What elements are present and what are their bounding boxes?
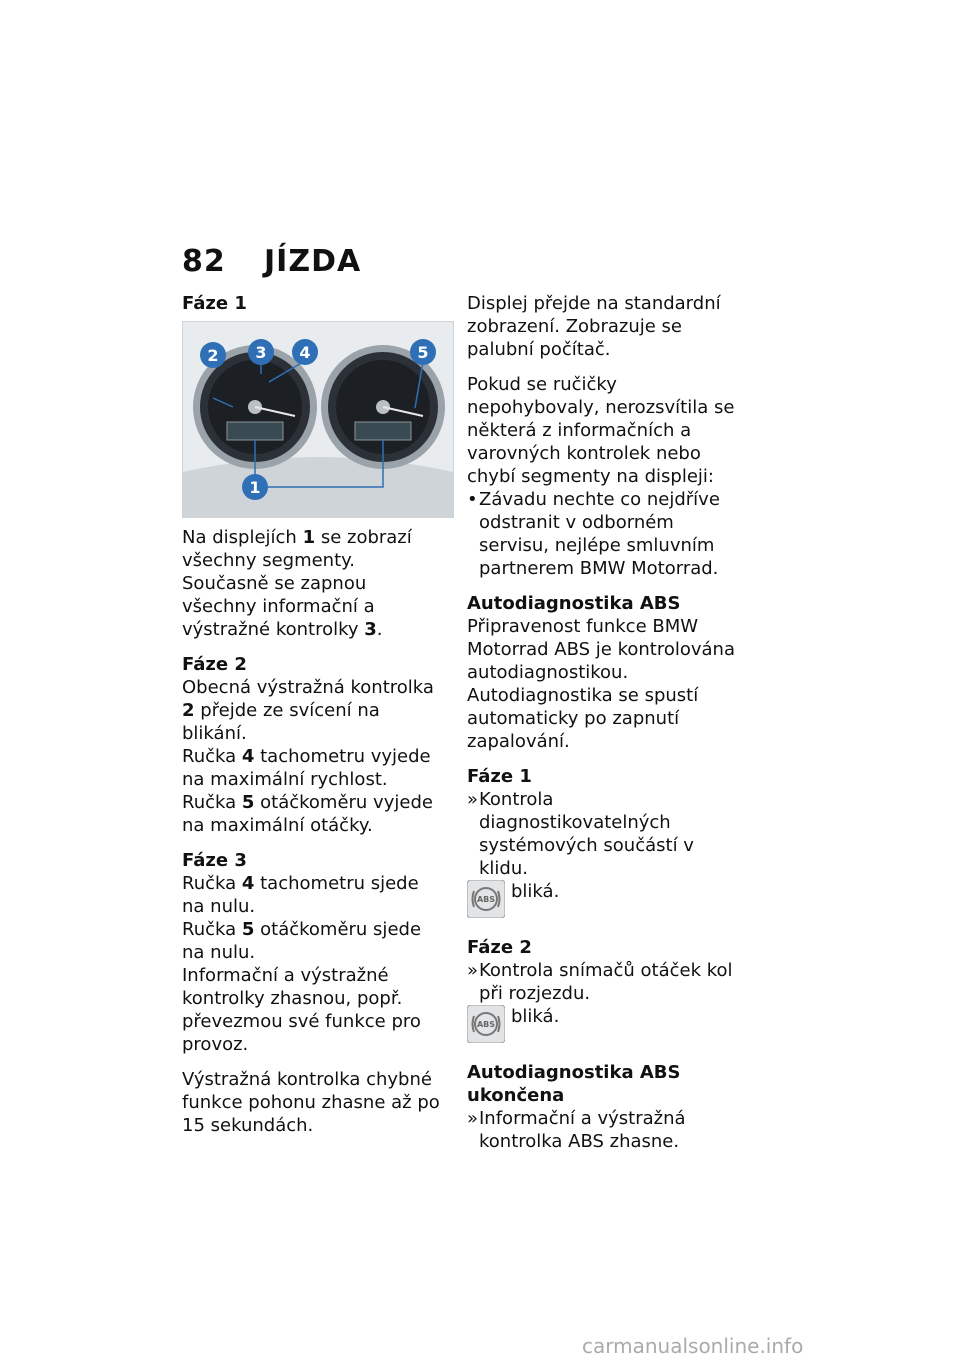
callout-label-5: 5	[417, 343, 429, 362]
list-item: » Kontrola diagnostikovatelných systémových součástí v klidu.	[467, 789, 694, 879]
blink-text: bliká.	[511, 881, 560, 902]
callout-label-4: 4	[299, 343, 311, 362]
left-column	[182, 292, 444, 1137]
abs-warning-icon	[467, 1005, 505, 1043]
paragraph: Ručka 5 otáčkoměru vyjede na maximální otáčky.	[182, 792, 433, 836]
paragraph: Pokud se ručičky nepohybovaly, nerozsvítila se některá z informačních a varovných kontrolek nebo chybí segmenty na displeji:	[467, 374, 735, 487]
phase-heading: Fáze 1	[467, 766, 532, 787]
paragraph: Ručka 4 tachometru sjede na nulu.	[182, 873, 419, 917]
abs-warning-icon	[467, 880, 505, 918]
callout-label-3: 3	[255, 343, 267, 362]
paragraph: Výstražná kontrolka chybné funkce pohonu zhasne až po 15 sekundách.	[182, 1069, 440, 1136]
paragraph: Připravenost funkce BMW Motorrad ABS je kontrolována autodiagnostikou.	[467, 616, 735, 683]
paragraph: Na displejích 1 se zobrazí všechny segmenty.	[182, 527, 412, 571]
right-column	[467, 292, 742, 1153]
list-item: » Informační a výstražná kontrolka ABS zhasne.	[467, 1108, 686, 1152]
svg-text:ABS: ABS	[476, 1020, 496, 1029]
callout-4	[292, 339, 318, 365]
paragraph: Ručka 5 otáčkoměru sjede na nulu.	[182, 919, 422, 963]
phase-heading: Fáze 2	[467, 937, 532, 958]
abs-indicator-row	[467, 880, 742, 924]
paragraph: Informační a výstražné kontrolky zhasnou, popř. převezmou své funkce pro provoz.	[182, 965, 421, 1055]
step-list	[467, 959, 742, 1005]
paragraph: Displej přejde na standardní zobrazení. Zobrazuje se palubní počítač.	[467, 293, 721, 360]
callout-3	[248, 339, 274, 365]
list-item: » Kontrola snímačů otáček kol při rozjezdu.	[467, 960, 733, 1004]
svg-text:ABS: ABS	[476, 895, 496, 904]
paragraph: Autodiagnostika se spustí automaticky po zapnutí zapalování.	[467, 685, 699, 752]
watermark: carmanualsonline.info	[582, 1334, 804, 1358]
phase-heading: Fáze 3	[182, 850, 247, 871]
page-header	[182, 244, 361, 279]
callout-label-2: 2	[207, 346, 219, 365]
phase-heading: Fáze 1	[182, 293, 247, 314]
step-list	[467, 788, 742, 880]
instrument-cluster-illustration	[183, 322, 453, 517]
callout-1	[242, 474, 268, 500]
paragraph: Současně se zapnou všechny informační a výstražné kontrolky 3.	[182, 573, 383, 640]
section-heading: Autodiagnostika ABS	[467, 593, 681, 614]
phase-heading: Fáze 2	[182, 654, 247, 675]
paragraph: Ručka 4 tachometru vyjede na maximální rychlost.	[182, 746, 431, 790]
instrument-cluster-figure	[182, 321, 454, 518]
paragraph: Obecná výstražná kontrolka 2 přejde ze svícení na blikání.	[182, 677, 434, 744]
section-title: JÍZDA	[264, 244, 362, 279]
callout-label-1: 1	[249, 478, 261, 497]
page-number: 82	[182, 244, 226, 279]
callout-2	[200, 342, 226, 368]
bullet-list	[467, 488, 742, 580]
list-item: • Závadu nechte co nejdříve odstranit v odborném servisu, nejlépe smluvním partnerem BMW Motorrad.	[467, 489, 720, 579]
section-heading: Autodiagnostika ABS ukončena	[467, 1062, 681, 1106]
callout-5	[410, 339, 436, 365]
blink-text: bliká.	[511, 1006, 560, 1027]
step-list	[467, 1107, 742, 1153]
abs-indicator-row	[467, 1005, 742, 1049]
